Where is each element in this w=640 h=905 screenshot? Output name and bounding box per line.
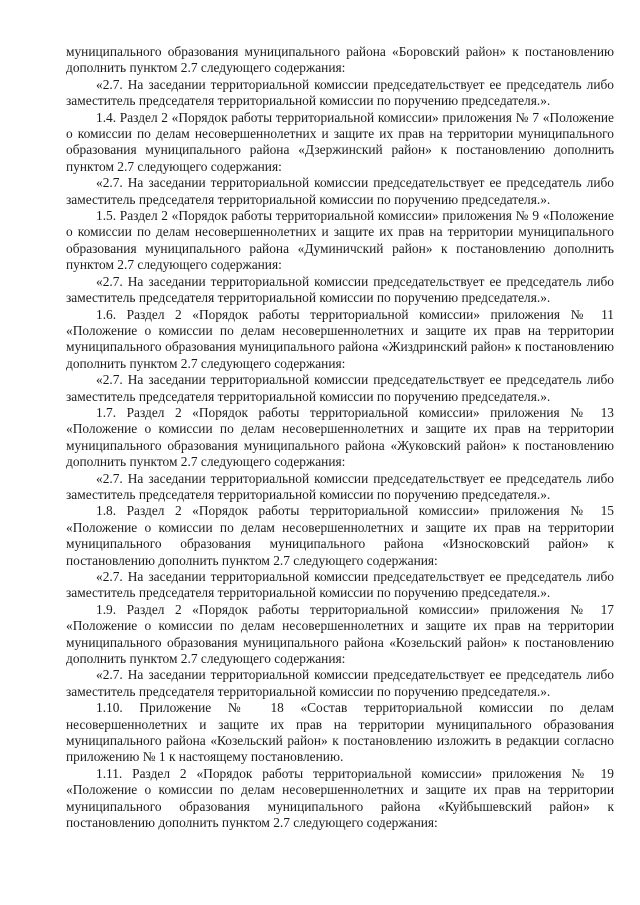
paragraph-clause-2-7: «2.7. На заседании территориальной комиссии председательствует ее председатель либо заместитель председателя территориальной комиссии по поручению председателя.». [66,273,614,306]
paragraph-1-6: 1.6. Раздел 2 «Порядок работы территориальной комиссии» приложения № 11 «Положение о комиссии по делам несовершеннолетних и защите их прав на территории муниципального образования муниципального района «Жиздринский район» к постановлению дополнить пунктом 2.7 следующего содержания: [66,306,614,371]
paragraph-clause-2-7: «2.7. На заседании территориальной комиссии председательствует ее председатель либо заместитель председателя территориальной комиссии по поручению председателя.». [66,76,614,109]
paragraph-1-4: 1.4. Раздел 2 «Порядок работы территориальной комиссии» приложения № 7 «Положение о комиссии по делам несовершеннолетних и защите их прав на территории муниципального образования муниципального района «Дзержинский район» к постановлению дополнить пунктом 2.7 следующего содержания: [66,109,614,174]
paragraph-1-11: 1.11. Раздел 2 «Порядок работы территориальной комиссии» приложения № 19 «Положение о комиссии по делам несовершеннолетних и защите их прав на территории муниципального образования муниципального района «Куйбышевский район» к постановлению дополнить пунктом 2.7 следующего содержания: [66,765,614,831]
paragraph-1-7: 1.7. Раздел 2 «Порядок работы территориальной комиссии» приложения № 13 «Положение о комиссии по делам несовершеннолетних и защите их прав на территории муниципального образования муниципального района «Жуковский район» к постановлению дополнить пунктом 2.7 следующего содержания: [66,404,614,470]
paragraph-borovsky-end: муниципального образования муниципального района «Боровский район» к постановлению дополнить пунктом 2.7 следующего содержания: [66,44,614,76]
paragraph-clause-2-7: «2.7. На заседании территориальной комиссии председательствует ее председатель либо заместитель председателя территориальной комиссии по поручению председателя.». [66,569,614,601]
document-body [66,44,614,832]
paragraph-clause-2-7: «2.7. На заседании территориальной комиссии председательствует ее председатель либо заместитель председателя территориальной комиссии по поручению председателя.». [66,372,614,404]
paragraph-1-5: 1.5. Раздел 2 «Порядок работы территориальной комиссии» приложения № 9 «Положение о комиссии по делам несовершеннолетних и защите их прав на территории муниципального образования муниципального района «Думиничский район» к постановлению дополнить пунктом 2.7 следующего содержания: [66,208,614,273]
paragraph-clause-2-7: «2.7. На заседании территориальной комиссии председательствует ее председатель либо заместитель председателя территориальной комиссии по поручению председателя.». [66,667,614,699]
paragraph-1-10: 1.10. Приложение № 18 «Состав территориальной комиссии по делам несовершеннолетних и защите их прав на территории муниципального образования муниципального района «Козельский район» к постановлению изложить в редакции согласно приложению № 1 к настоящему постановлению. [66,700,614,765]
paragraph-1-9: 1.9. Раздел 2 «Порядок работы территориальной комиссии» приложения № 17 «Положение о комиссии по делам несовершеннолетних и защите их прав на территории муниципального образования муниципального района «Козельский район» к постановлению дополнить пунктом 2.7 следующего содержания: [66,601,614,667]
paragraph-clause-2-7: «2.7. На заседании территориальной комиссии председательствует ее председатель либо заместитель председателя территориальной комиссии по поручению председателя.». [66,175,614,207]
paragraph-1-8: 1.8. Раздел 2 «Порядок работы территориальной комиссии» приложения № 15 «Положение о комиссии по делам несовершеннолетних и защите их прав на территории муниципального образования муниципального района «Износковский район» к постановлению дополнить пунктом 2.7 следующего содержания: [66,503,614,568]
paragraph-clause-2-7: «2.7. На заседании территориальной комиссии председательствует ее председатель либо заместитель председателя территориальной комиссии по поручению председателя.». [66,470,614,502]
